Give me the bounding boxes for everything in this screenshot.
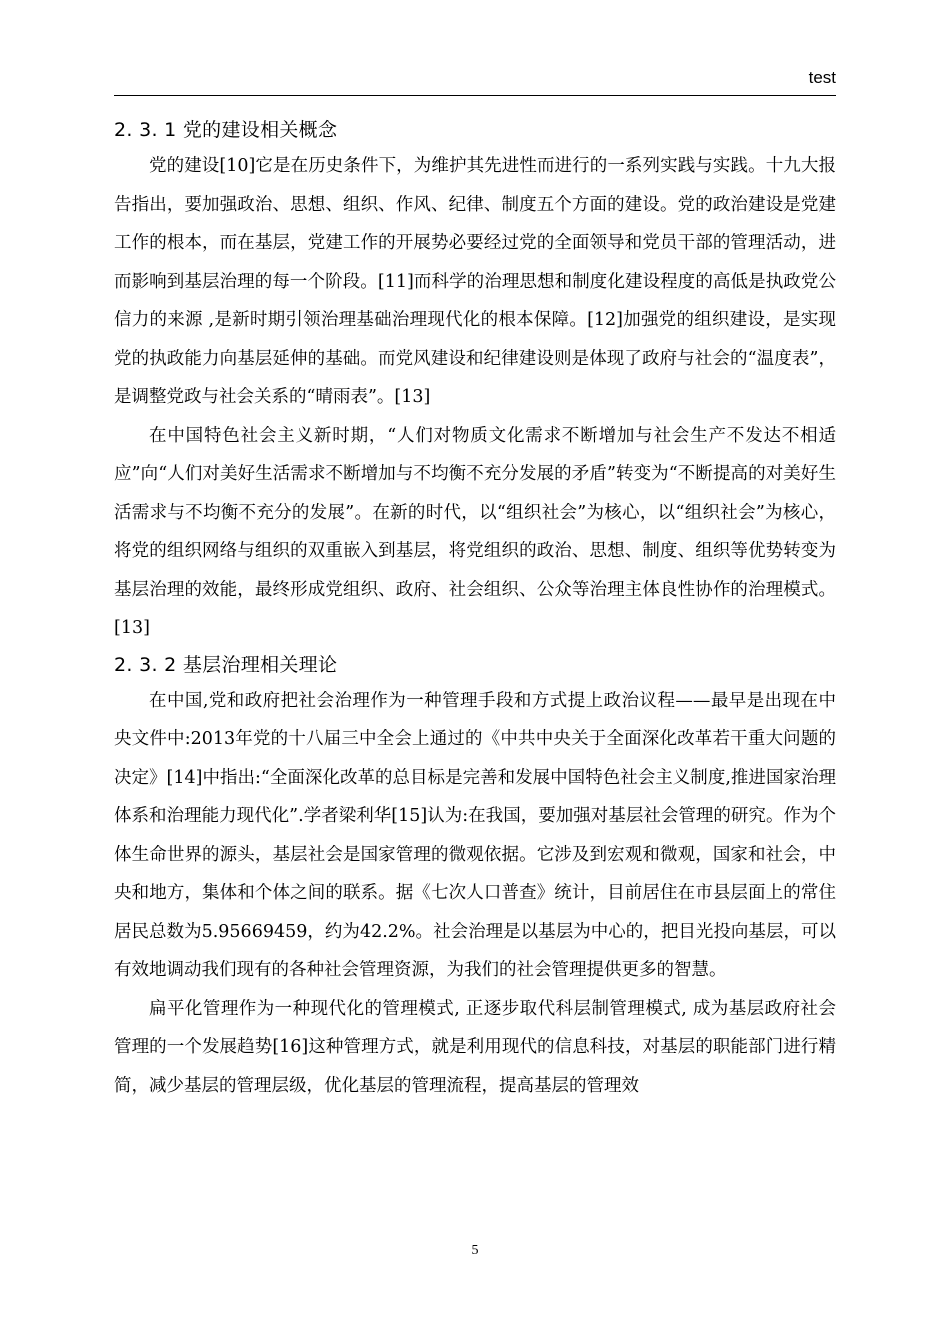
section-heading-2-3-2: 2. 3. 2 基层治理相关理论 bbox=[114, 653, 338, 676]
section-heading-2-3-1: 2. 3. 1 党的建设相关概念 bbox=[114, 119, 338, 141]
paragraph: 在中国特色社会主义新时期，“人们对物质文化需求不断增加与社会生产不发达不相适应”向“人们对美好生活需求不断增加与不均衡不充分发展的矛盾”转变为“不断提高的对美好生活需求与不均衡不充分的发展”。在新的时代，以“组织社会”为核心，以“组织社会”为核心，将党的组织网络与组织的双重嵌入到基层，将党组织的政治、思想、制度、组织等优势转变为基层治理的效能，最终形成党组织、政府、社会组织、公众等治理主体良性协作的治理模式。[13] bbox=[114, 425, 836, 638]
paragraph: 党的建设[10]它是在历史条件下，为维护其先进性而进行的一系列实践与实践。十九大报告指出，要加强政治、思想、组织、作风、纪律、制度五个方面的建设。党的政治建设是党建工作的根本，而在基层，党建工作的开展势必要经过党的全面领导和党员干部的管理活动，进而影响到基层治理的每一个阶段。[11]而科学的治理思想和制度化建设程度的高低是执政党公信力的来源 ,是新时期引领治理基础治理现代化的根本保障。[12]加强党的组织建设，是实现党的执政能力向基层延伸的基础。而党风建设和纪律建设则是体现了政府与社会的“温度表”，是调整党政与社会关系的“晴雨表”。[13] bbox=[114, 156, 836, 407]
paragraph: 在中国,党和政府把社会治理作为一种管理手段和方式提上政治议程——最早是出现在中央文件中:2013年党的十八届三中全会上通过的《中共中央关于全面深化改革若干重大问题的决定》[14]中指出:“全面深化改革的总目标是完善和发展中国特色社会主义制度,推进国家治理体系和治理能力现代化”.学者梁利华[15]认为:在我国，要加强对基层社会管理的研究。作为个体生命世界的源头，基层社会是国家管理的微观依据。它涉及到宏观和微观，国家和社会，中央和地方，集体和个体之间的联系。据《七次人口普查》统计，目前居住在市县层面上的常住居民总数为5.95669459，约为42.2%。社会治理是以基层为中心的，把目光投向基层，可以有效地调动我们现有的各种社会管理资源，为我们的社会管理提供更多的智慧。 bbox=[114, 690, 836, 980]
page-header-text: test bbox=[808, 68, 836, 87]
document-body bbox=[114, 113, 836, 1105]
header-rule bbox=[114, 95, 836, 96]
page-number: 5 bbox=[471, 1243, 479, 1258]
paragraph: 扁平化管理作为一种现代化的管理模式, 正逐步取代科层制管理模式, 成为基层政府社会管理的一个发展趋势[16]这种管理方式，就是利用现代的信息科技，对基层的职能部门进行精简，减少基层的管理层级，优化基层的管理流程，提高基层的管理效 bbox=[114, 998, 836, 1096]
